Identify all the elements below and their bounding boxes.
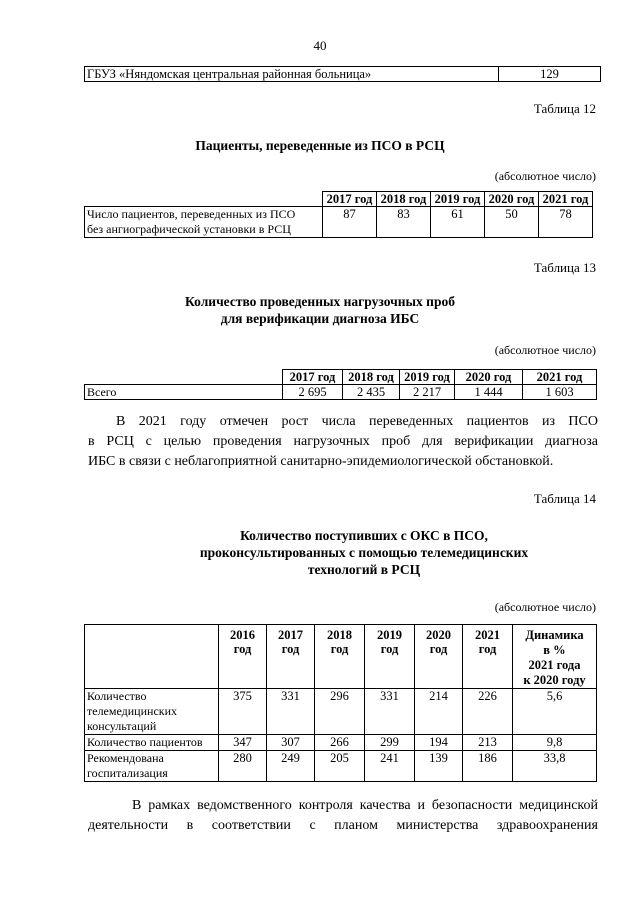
table-row: [85, 689, 597, 735]
table-row: [85, 67, 601, 82]
table-header-cell: 2018 год: [315, 625, 365, 689]
table-cell: 307: [267, 735, 315, 751]
table-cell: 280: [219, 751, 267, 782]
table-cell: 1 603: [523, 385, 597, 400]
row-label: Всего: [85, 385, 283, 400]
table-cell: 214: [415, 689, 463, 735]
paragraph-line: В 2021 году отмечен рост числа переведенных пациентов из ПСО: [116, 414, 598, 429]
table-header-cell: 2019 год: [431, 192, 485, 207]
paragraph-line: в РСЦ с целью проведения нагрузочных проб для верификации диагноза: [88, 434, 598, 449]
table-14: [84, 624, 597, 782]
table-14-title-line-3: технологий в РСЦ: [307, 562, 421, 577]
paragraph-line: деятельности в соответствии с планом министерства здравоохранения: [88, 818, 598, 833]
table-cell: 2 217: [400, 385, 455, 400]
row-label-line: без ангиографической установки в РСЦ: [87, 222, 291, 236]
table-12-title: Пациенты, переведенные из ПСО в РСЦ: [195, 138, 445, 153]
table-cell: 61: [431, 207, 485, 238]
table-cell: 33,8: [513, 751, 597, 782]
table-14-unit: (абсолютное число): [494, 600, 596, 614]
table-cell: 9,8: [513, 735, 597, 751]
table-12: [84, 191, 593, 238]
table-cell: 296: [315, 689, 365, 735]
table-13-title-line-1: Количество проведенных нагрузочных проб: [185, 294, 455, 309]
hospital-value: 129: [499, 67, 601, 82]
table-header-cell: 2021 год: [523, 370, 597, 385]
paragraph-1: [88, 412, 598, 472]
table-header-row: [85, 370, 597, 385]
table-cell: 50: [485, 207, 539, 238]
table-row: [85, 751, 597, 782]
top-table: [84, 66, 601, 82]
table-header-cell: 2018 год: [343, 370, 400, 385]
table-13: [84, 369, 597, 400]
row-label-line: Число пациентов, переведенных из ПСО: [87, 207, 296, 221]
table-cell: 87: [323, 207, 377, 238]
table-cell: 375: [219, 689, 267, 735]
table-cell: 213: [463, 735, 513, 751]
row-label: [85, 207, 323, 238]
table-cell: 205: [315, 751, 365, 782]
paragraph-line: В рамках ведомственного контроля качества и безопасности медицинской: [132, 798, 598, 813]
table-cell: 1 444: [455, 385, 523, 400]
hospital-name: ГБУЗ «Няндомская центральная районная больница»: [85, 67, 499, 82]
table-row: [85, 735, 597, 751]
table-row: [85, 385, 597, 400]
table-cell: 266: [315, 735, 365, 751]
table-header-cell: 2020 год: [485, 192, 539, 207]
table-header-cell: 2017 год: [283, 370, 343, 385]
table-header-cell: 2018 год: [377, 192, 431, 207]
table-cell: 139: [415, 751, 463, 782]
table-cell: 249: [267, 751, 315, 782]
table-14-title-line-2: проконсультированных с помощью телемедицинских: [199, 545, 529, 560]
table-13-title-line-2: для верификации диагноза ИБС: [220, 311, 420, 326]
table-cell: 2 435: [343, 385, 400, 400]
table-13-unit: (абсолютное число): [494, 343, 596, 357]
table-header-row: [85, 625, 597, 689]
table-corner-cell: [85, 625, 219, 689]
table-cell: 347: [219, 735, 267, 751]
table-header-cell: 2019 год: [365, 625, 415, 689]
table-12-unit: (абсолютное число): [494, 169, 596, 183]
table-row: [85, 207, 593, 238]
table-cell: 2 695: [283, 385, 343, 400]
dynamics-header-cell: Динамика в % 2021 года к 2020 году: [513, 625, 597, 689]
table-header-cell: 2017 год: [267, 625, 315, 689]
row-label: Количество телемедицинских консультаций: [85, 689, 219, 735]
page-number: 40: [313, 38, 327, 53]
table-cell: 194: [415, 735, 463, 751]
table-header-cell: 2020 год: [455, 370, 523, 385]
table-14-label: Таблица 14: [533, 491, 596, 506]
row-label: Количество пациентов: [85, 735, 219, 751]
table-header-cell: 2021 год: [463, 625, 513, 689]
table-14-title-line-1: Количество поступивших с ОКС в ПСО,: [240, 528, 488, 543]
row-label: Рекомендована госпитализация: [85, 751, 219, 782]
table-cell: 241: [365, 751, 415, 782]
paragraph-line: ИБС в связи с неблагоприятной санитарно-эпидемиологической обстановкой.: [88, 454, 554, 469]
table-13-label: Таблица 13: [533, 260, 596, 275]
table-cell: 5,6: [513, 689, 597, 735]
table-header-cell: 2016 год: [219, 625, 267, 689]
paragraph-2: [88, 796, 598, 836]
table-cell: 226: [463, 689, 513, 735]
table-header-cell: 2020 год: [415, 625, 463, 689]
table-cell: 186: [463, 751, 513, 782]
table-cell: 331: [365, 689, 415, 735]
table-header-cell: 2019 год: [400, 370, 455, 385]
table-cell: 299: [365, 735, 415, 751]
table-cell: 78: [539, 207, 593, 238]
table-cell: 331: [267, 689, 315, 735]
table-cell: 83: [377, 207, 431, 238]
table-header-cell: 2017 год: [323, 192, 377, 207]
table-12-label: Таблица 12: [533, 101, 596, 116]
table-header-row: [85, 192, 593, 207]
table-header-cell: 2021 год: [539, 192, 593, 207]
